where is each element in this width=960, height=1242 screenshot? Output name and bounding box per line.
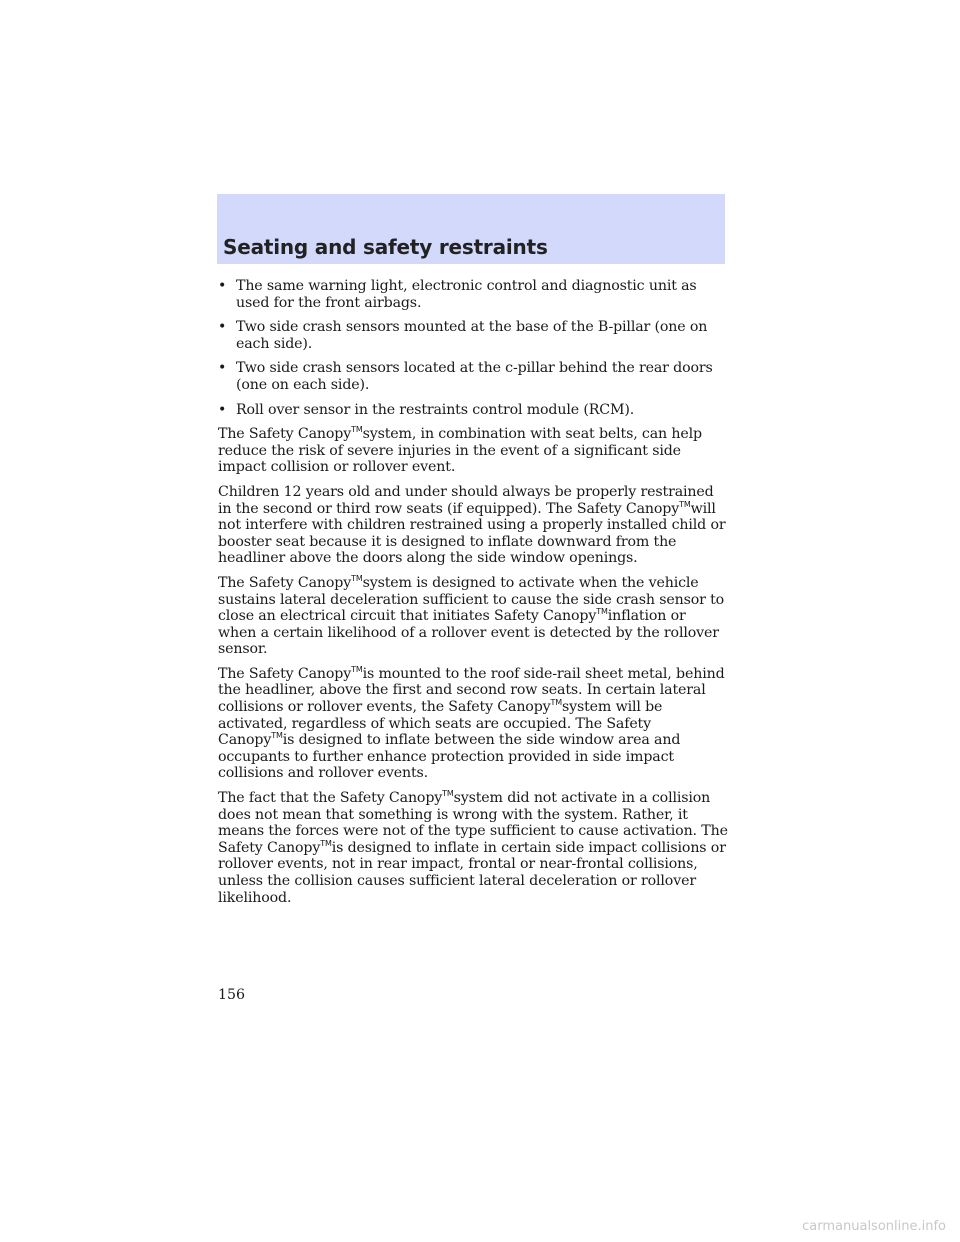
trademark-icon: TM: [271, 731, 283, 741]
list-item: • Two side crash sensors located at the c-pillar behind the rear doors (one on each side).: [218, 360, 713, 393]
trademark-icon: TM: [679, 499, 691, 509]
trademark-icon: TM: [351, 425, 363, 435]
trademark-icon: TM: [550, 698, 562, 708]
body-paragraph: Children 12 years old and under should always be properly restrained in the second or third row seats (if equipped). The Safety Canopy™will not interfere with children restrained using a properly installed child or booster seat because it is designed to inflate downward from the headliner above the doors along the side window openings.: [218, 483, 726, 567]
section-title: Seating and safety restraints: [223, 235, 548, 259]
page-body: [218, 278, 728, 914]
body-paragraph: The Safety Canopy™is mounted to the roof side-rail sheet metal, behind the headliner, above the first and second row seats. In certain lateral collisions or rollover events, the Safety Canopy™system will be activated, regardless of which seats are occupied. The Safety Canopy™is designed to inflate between the side window area and occupants to further enhance protection provided in side impact collisions and rollover events.: [218, 664, 725, 782]
trademark-icon: TM: [442, 789, 454, 799]
trademark-icon: TM: [351, 573, 363, 583]
watermark-text[interactable]: carmanualsonline.info: [802, 1219, 946, 1234]
body-paragraph: The Safety Canopy™system, in combination with seat belts, can help reduce the risk of severe injuries in the event of a significant side impact collision or rollover event.: [218, 425, 702, 476]
trademark-icon: TM: [351, 664, 363, 674]
body-paragraph: The Safety Canopy™system is designed to activate when the vehicle sustains lateral deceleration sufficient to cause the side crash sensor to close an electrical circuit that initiates Safety Canopy™inflation or when a certain likelihood of a rollover event is detected by the rollover sensor.: [218, 573, 725, 658]
list-item: • Roll over sensor in the restraints control module (RCM).: [218, 401, 635, 418]
bullet-icon: •: [218, 319, 227, 336]
trademark-icon: TM: [320, 838, 332, 848]
bullet-icon: •: [218, 278, 227, 294]
component-list: [218, 278, 728, 418]
trademark-icon: TM: [596, 607, 608, 617]
list-item: • Two side crash sensors mounted at the base of the B-pillar (one on each side).: [218, 319, 708, 352]
section-header-band: [217, 194, 725, 264]
bullet-icon: •: [218, 360, 227, 377]
list-item: • The same warning light, electronic control and diagnostic unit as used for the front airbags.: [218, 278, 697, 311]
body-paragraph: The fact that the Safety Canopy™system did not activate in a collision does not mean that something is wrong with the system. Rather, it means the forces were not of the type sufficient to cause activation. The Safety Canopy™is designed to inflate in certain side impact collisions or rollover events, not in rear impact, frontal or near-frontal collisions, unless the collision causes sufficient lateral deceleration or rollover likelihood.: [218, 789, 728, 906]
bullet-icon: •: [218, 401, 227, 418]
page-number: 156: [218, 987, 246, 1003]
